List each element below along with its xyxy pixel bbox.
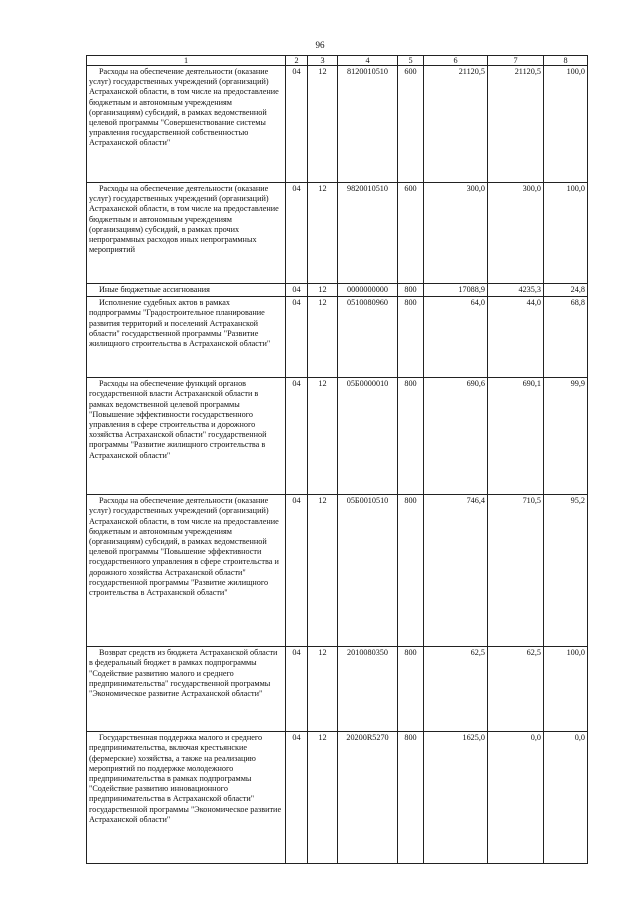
row-section: 04: [286, 732, 308, 864]
row-target-code: 05Б0000010: [338, 378, 398, 495]
row-actual: 21120,5: [488, 66, 544, 183]
table-row: [87, 284, 588, 297]
row-section: 04: [286, 66, 308, 183]
budget-table: [86, 55, 588, 864]
column-header: 8: [544, 56, 588, 66]
row-percent: 99,9: [544, 378, 588, 495]
row-actual: 62,5: [488, 647, 544, 732]
table-row: [87, 647, 588, 732]
row-description: Расходы на обеспечение деятельности (оказание услуг) государственных учреждений (организаций) Астраханской области, в том числе на предоставление бюджетным и автономным учреждениям (организациям) субсидий, в рамках прочих непрограммных расходов иных непрограммных мероприятий: [87, 183, 286, 284]
row-expense-type: 600: [398, 183, 424, 284]
row-percent: 0,0: [544, 732, 588, 864]
row-planned: 17088,9: [424, 284, 488, 297]
row-actual: 690,1: [488, 378, 544, 495]
row-expense-type: 800: [398, 284, 424, 297]
row-section: 04: [286, 647, 308, 732]
row-target-code: 0510080960: [338, 297, 398, 378]
column-header: 1: [87, 56, 286, 66]
row-planned: 62,5: [424, 647, 488, 732]
row-expense-type: 800: [398, 732, 424, 864]
row-planned: 690,6: [424, 378, 488, 495]
row-percent: 24,8: [544, 284, 588, 297]
row-actual: 44,0: [488, 297, 544, 378]
column-header: 2: [286, 56, 308, 66]
row-expense-type: 800: [398, 297, 424, 378]
row-subsection: 12: [308, 66, 338, 183]
row-target-code: 05Б0010510: [338, 495, 398, 647]
row-target-code: 0000000000: [338, 284, 398, 297]
row-description: Иные бюджетные ассигнования: [87, 284, 286, 297]
row-percent: 100,0: [544, 647, 588, 732]
column-header: 6: [424, 56, 488, 66]
row-target-code: 20200R5270: [338, 732, 398, 864]
column-header: 3: [308, 56, 338, 66]
row-planned: 300,0: [424, 183, 488, 284]
row-expense-type: 800: [398, 647, 424, 732]
row-section: 04: [286, 183, 308, 284]
row-planned: 21120,5: [424, 66, 488, 183]
row-actual: 4235,3: [488, 284, 544, 297]
row-target-code: 2010080350: [338, 647, 398, 732]
row-target-code: 8120010510: [338, 66, 398, 183]
row-actual: 0,0: [488, 732, 544, 864]
page-number: 96: [315, 40, 325, 50]
row-description: Государственная поддержка малого и среднего предпринимательства, включая крестьянские (фермерские) хозяйства, а также на реализацию мероприятий по поддержке молодежного предпринимательства в рамках подпрограммы "Содействие развитию инновационного предпринимательства в Астраханской области" государственной программы "Экономическое развитие Астраханской области": [87, 732, 286, 864]
row-section: 04: [286, 495, 308, 647]
table-header-row: [87, 56, 588, 66]
table-row: [87, 66, 588, 183]
row-subsection: 12: [308, 183, 338, 284]
row-subsection: 12: [308, 284, 338, 297]
row-description: Расходы на обеспечение деятельности (оказание услуг) государственных учреждений (организаций) Астраханской области, в том числе на предоставление бюджетным и автономным учреждениям (организациям) субсидий, в рамках ведомственной целевой программы "Совершенствование системы управления государственной собственностью Астраханской области": [87, 66, 286, 183]
row-section: 04: [286, 284, 308, 297]
row-description: Исполнение судебных актов в рамках подпрограммы "Градостроительное планирование развития территорий и поселений Астраханской области" государственной программы "Развитие жилищного строительства в Астраханской области": [87, 297, 286, 378]
column-header: 4: [338, 56, 398, 66]
row-description: Расходы на обеспечение функций органов государственной власти Астраханской области в рамках ведомственной целевой программы "Повышение эффективности государственного управления в сфере строительства и дорожного хозяйства Астраханской области" государственной программы "Развитие жилищного строительства в Астраханской области": [87, 378, 286, 495]
row-percent: 68,8: [544, 297, 588, 378]
row-section: 04: [286, 297, 308, 378]
row-subsection: 12: [308, 647, 338, 732]
row-expense-type: 800: [398, 495, 424, 647]
table-row: [87, 495, 588, 647]
column-header: 7: [488, 56, 544, 66]
row-subsection: 12: [308, 378, 338, 495]
row-percent: 100,0: [544, 183, 588, 284]
row-section: 04: [286, 378, 308, 495]
row-subsection: 12: [308, 297, 338, 378]
row-percent: 95,2: [544, 495, 588, 647]
table-row: [87, 297, 588, 378]
row-expense-type: 600: [398, 66, 424, 183]
row-percent: 100,0: [544, 66, 588, 183]
row-subsection: 12: [308, 732, 338, 864]
table-row: [87, 378, 588, 495]
row-subsection: 12: [308, 495, 338, 647]
row-expense-type: 800: [398, 378, 424, 495]
row-planned: 1625,0: [424, 732, 488, 864]
column-header: 5: [398, 56, 424, 66]
row-planned: 64,0: [424, 297, 488, 378]
table-row: [87, 183, 588, 284]
row-planned: 746,4: [424, 495, 488, 647]
row-target-code: 9820010510: [338, 183, 398, 284]
row-description: Возврат средств из бюджета Астраханской области в федеральный бюджет в рамках подпрограммы "Содействие развитию малого и среднего предпринимательства" государственной программы "Экономическое развитие Астраханской области": [87, 647, 286, 732]
row-actual: 300,0: [488, 183, 544, 284]
row-description: Расходы на обеспечение деятельности (оказание услуг) государственных учреждений (организаций) Астраханской области, в том числе на предоставление бюджетным и автономным учреждениям (организациям) субсидий, в рамках ведомственной целевой программы "Повышение эффективности государственного управления в сфере строительства и дорожного хозяйства Астраханской области" государственной программы "Развитие жилищного строительства в Астраханской области": [87, 495, 286, 647]
row-actual: 710,5: [488, 495, 544, 647]
table-row: [87, 732, 588, 864]
